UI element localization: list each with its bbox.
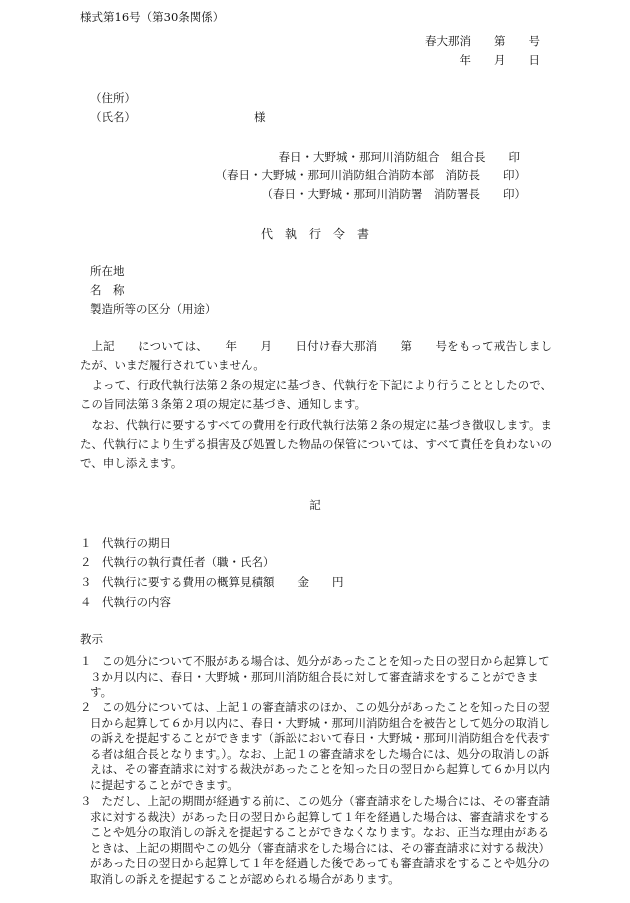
honorific: 様: [254, 110, 266, 124]
document-number: 春大那消 第 号: [425, 34, 540, 48]
item-text: 代執行に要する費用の概算見積額 金 円: [102, 575, 344, 589]
list-item: [80, 557, 552, 569]
kyoji-item-1: [80, 654, 554, 701]
form-number: 様式第16号（第30条関係）: [80, 10, 225, 24]
kyoji-text: ただし、上記の期間が経過する前に、この処分（審査請求をした場合には、その審査請求に対する裁決）があった日の翌日から起算して１年を経過した場合は、審査請求をすることや処分の取消しの訴えを提起することができなくなります。なお、正当な理由があるときは、上記の期間やこの処分（審査請求をした場合には、その審査請求に対する裁決）があった日の翌日から起算して１年を経過した後であっても審査請求をすることや処分の取消しの訴えを提起することが認められる場合があります。: [90, 794, 550, 886]
target-name-label: 名 称: [90, 283, 125, 297]
item-number: １: [80, 536, 92, 550]
document-date: 年 月 日: [459, 53, 540, 67]
issuer-chairman: 春日・大野城・那珂川消防組合 組合長 印: [278, 150, 520, 164]
issuer-station-chief: （春日・大野城・那珂川消防署 消防署長 印）: [261, 187, 526, 201]
body-paragraph-3: なお、代執行に要するすべての費用を行政代執行法第２条の規定に基づき徴収します。また、代執行により生ずる損害及び処置した物品の保管については、すべて責任を負わないので、申し添えます。: [80, 418, 552, 471]
kyoji-item-3: [80, 794, 554, 887]
item-text: 代執行の期日: [102, 536, 171, 550]
item-text: 代執行の内容: [102, 595, 171, 609]
ki-heading: 記: [309, 498, 321, 512]
kyoji-number: ３: [80, 794, 92, 808]
kyoji-text: この処分については、上記１の審査請求のほか、この処分があったことを知った日の翌日から起算して６か月以内に、春日・大野城・那珂川消防組合を被告として処分の取消しの訴えを提起することができます（訴訟において春日・大野城・那珂川消防組合を代表する者は組合長となります。）。なお、上記１の審査請求をした場合には、処分の取消しの訴えは、その審査請求に対する裁決があったことを知った日の翌日から起算して６か月以内に提起することができます。: [90, 700, 550, 792]
body-paragraph-1: 上記 については、 年 月 日付け春大那消 第 号をもって戒告しましたが、いまだ履行されていません。: [80, 339, 552, 373]
name-label: （氏名）: [90, 110, 136, 124]
item-text: 代執行の執行責任者（職・氏名）: [102, 555, 275, 569]
kyoji-item-2: [80, 700, 554, 793]
kyoji-heading: 教示: [80, 632, 103, 646]
issuer-fire-chief: （春日・大野城・那珂川消防組合消防本部 消防長 印）: [215, 168, 526, 182]
item-number: ２: [80, 555, 92, 569]
target-location-label: 所在地: [90, 264, 125, 278]
kyoji-number: １: [80, 654, 92, 668]
document-title: 代 執 行 令 書: [260, 227, 369, 241]
address-label: （住所）: [90, 91, 136, 105]
target-category-label: 製造所等の区分（用途）: [90, 302, 217, 316]
list-item: [80, 597, 552, 609]
kyoji-number: ２: [80, 700, 92, 714]
item-number: ４: [80, 595, 92, 609]
body-paragraph-2: よって、行政代執行法第２条の規定に基づき、代執行を下記により行うこととしたので、この旨同法第３条第２項の規定に基づき、通知します。: [80, 378, 552, 412]
list-item: [80, 538, 552, 550]
list-item: [80, 577, 552, 589]
item-number: ３: [80, 575, 92, 589]
kyoji-text: この処分について不服がある場合は、処分があったことを知った日の翌日から起算して３か月以内に、春日・大野城・那珂川消防組合長に対して審査請求をすることができます。: [90, 654, 550, 699]
